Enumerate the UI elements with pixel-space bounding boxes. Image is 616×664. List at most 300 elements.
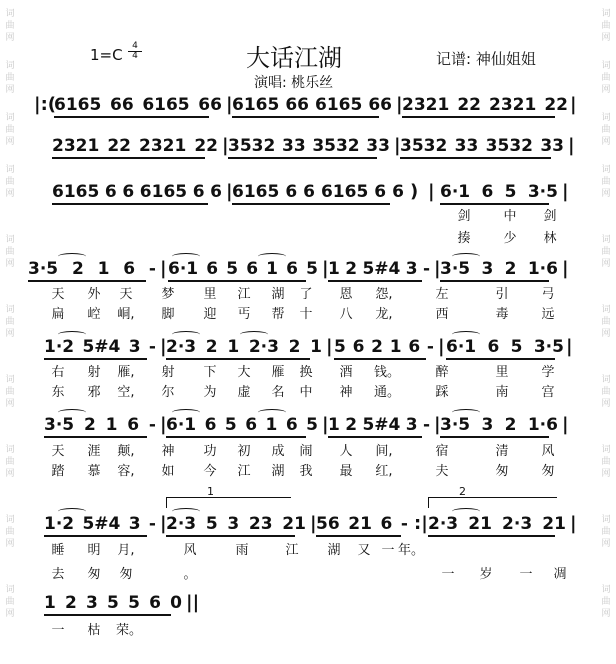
lyric-line-v1a [0, 286, 616, 304]
notation-row-line7 [0, 514, 616, 534]
barline: | [322, 258, 329, 279]
note-group: 5#4 [362, 259, 401, 279]
note-group: 2·3 [166, 337, 197, 357]
lyric-char: 又 [357, 543, 371, 558]
note-group: 3 [405, 415, 418, 435]
measure [428, 514, 566, 534]
note-group: 5#4 [362, 415, 401, 435]
note-group: 1·2 [44, 514, 75, 534]
lyric-char: 去 [51, 567, 65, 582]
barline: | [310, 513, 317, 534]
page-title: 大话江湖 [246, 44, 342, 72]
note-group: 6·1 [166, 415, 197, 435]
transcriber-credit: 记谱: 神仙姐姐 [436, 50, 536, 68]
lyric-char: 江 [237, 464, 251, 479]
watermark-text: 词 曲 网 [5, 165, 15, 199]
note-group: 5#4 [82, 337, 121, 357]
note-group: 66 [198, 95, 222, 115]
measure [54, 95, 222, 115]
lyric-char: 脚 [161, 307, 175, 322]
note-group: 6 [204, 415, 217, 435]
note-group: 2 [65, 593, 77, 613]
note-group: 1 [44, 593, 56, 613]
key-text: 1=C [90, 46, 123, 64]
barline: | [570, 94, 577, 115]
note-group: 6·1 [168, 259, 199, 279]
note-group: 5 [128, 593, 140, 613]
slur-mark [258, 409, 286, 416]
measure [446, 337, 564, 357]
lyric-char: 大 [237, 365, 251, 380]
watermark-text: 词 曲 网 [601, 585, 611, 619]
lyric-char: 了 [299, 287, 313, 302]
lyric-char: 龙, [375, 307, 393, 322]
slur-mark [58, 253, 86, 260]
note-group: 3 [481, 415, 494, 435]
note-group: 2·3 [428, 514, 459, 534]
note-group: 3·5 [44, 415, 75, 435]
beam-line [316, 535, 401, 537]
note-group: 1 [328, 415, 340, 435]
note-group: 3·5 [440, 415, 471, 435]
lyric-char: 邪 [87, 385, 101, 400]
watermark-text: 词 曲 网 [5, 515, 15, 549]
note-group: 22 [107, 136, 131, 156]
barline: | [326, 336, 333, 357]
lyric-char: 容, [117, 464, 135, 479]
slur-mark [58, 331, 86, 338]
lyric-char: 夫 [435, 464, 449, 479]
lyric-line-v2b [0, 384, 616, 402]
watermark-text: 词 曲 网 [601, 165, 611, 199]
note-group: 2 [205, 337, 218, 357]
note-group: 5 [504, 182, 517, 202]
lyric-char: 一 [519, 567, 533, 582]
lyric-char: 踏 [51, 464, 65, 479]
measure [328, 415, 430, 435]
lyric-char: 红, [375, 464, 393, 479]
beam-line [232, 203, 390, 205]
note-group: 33 [281, 136, 306, 156]
note-group: 1 [97, 259, 110, 279]
notation-row-line1 [0, 95, 616, 115]
lyric-char: 一 [441, 567, 455, 582]
note-group: 6 [285, 182, 298, 202]
watermark-text: 词 曲 网 [5, 445, 15, 479]
note-group: 66 [368, 95, 392, 115]
lyric-char: 涯 [87, 444, 101, 459]
beam-line [52, 203, 208, 205]
note-group: 33 [540, 136, 564, 156]
note-group: 2321 [139, 136, 187, 156]
slur-mark [172, 253, 200, 260]
lyric-char: 酒 [339, 365, 353, 380]
lyric-char: 匆 [119, 567, 133, 582]
beam-line [44, 535, 147, 537]
note-group: 3·5 [533, 337, 564, 357]
note-group: 2 [71, 259, 84, 279]
lyric-char: 射 [87, 365, 101, 380]
note-group: 6165 [52, 182, 100, 202]
note-group: 5#4 [82, 514, 121, 534]
barline: | [568, 135, 575, 156]
lyric-char: 明 [87, 543, 101, 558]
lyric-char: 里 [495, 365, 509, 380]
lyric-char: 湖 [327, 543, 341, 558]
watermark-text: 词 曲 网 [601, 61, 611, 95]
lyric-char: 睡 [51, 543, 65, 558]
lyric-line-v2a [0, 364, 616, 382]
note-group: 6165 [320, 182, 369, 202]
note-group: 6 [408, 337, 421, 357]
note-group: 6 [352, 337, 365, 357]
note-group: 2 [504, 415, 517, 435]
barline: | [226, 181, 233, 202]
note-group: - [148, 337, 156, 357]
watermark-text: 词 曲 网 [5, 9, 15, 43]
note-group: 3 [405, 259, 418, 279]
beam-line [44, 436, 147, 438]
lyric-line-v4b [0, 566, 616, 584]
lyric-char: 枯 [87, 623, 101, 638]
note-group: 1 [265, 415, 278, 435]
lyric-char: 钱。 [374, 365, 401, 380]
watermark-text: 词 曲 网 [5, 61, 15, 95]
lyric-char: 天 [51, 444, 65, 459]
lyric-char: 中 [503, 209, 517, 224]
lyric-char: 成 [271, 444, 285, 459]
note-group: 23 [248, 514, 273, 534]
note-group: 5 [306, 415, 318, 435]
lyric-char: 西 [435, 307, 449, 322]
lyric-char: 神 [339, 385, 353, 400]
note-group: 3 [227, 514, 240, 534]
volta-1-bracket: 1 [166, 497, 291, 508]
note-group: 6 [246, 259, 259, 279]
lyric-char: 宫 [541, 385, 555, 400]
slur-mark [172, 508, 200, 515]
watermark-text: 词 曲 网 [5, 113, 15, 147]
barline: |:( [34, 94, 56, 115]
slur-mark [58, 409, 86, 416]
time-sig-bottom: 4 [132, 51, 138, 61]
singer-credit: 演唱: 桃乐丝 [254, 75, 334, 91]
note-group: 21 [542, 514, 566, 534]
note-group: 3·5 [527, 182, 558, 202]
beam-line [168, 280, 306, 282]
lyric-char: 弓 [541, 287, 555, 302]
lyric-char: 迎 [203, 307, 217, 322]
lyric-line-v3a [0, 443, 616, 461]
barline: | [562, 414, 569, 435]
notation-row-line5 [0, 337, 616, 357]
note-group: 3532 [485, 136, 533, 156]
lyric-char: 一 [381, 543, 395, 558]
measure [440, 415, 558, 435]
note-group: 6 [245, 415, 258, 435]
note-group: 1 [389, 337, 402, 357]
note-group: 6 [192, 182, 205, 202]
barline: | [394, 135, 401, 156]
lyric-char: 月, [117, 543, 135, 558]
note-group: 6 [374, 182, 387, 202]
lyric-char: 左 [435, 287, 449, 302]
lyric-char: 颠, [117, 444, 135, 459]
lyric-char: 尔 [161, 385, 175, 400]
lyric-char: 换 [299, 365, 313, 380]
slur-mark [452, 409, 480, 416]
lyric-char: 崆 [87, 307, 101, 322]
note-group: - [422, 259, 430, 279]
note-group: 2321 [402, 95, 450, 115]
note-group: 1 [227, 337, 240, 357]
measure [440, 259, 558, 279]
key-signature [90, 46, 123, 64]
note-group: 1·2 [44, 337, 75, 357]
measure [228, 136, 390, 156]
beam-line [446, 358, 555, 360]
note-group: 5 [226, 259, 239, 279]
lyric-char: 名 [271, 385, 285, 400]
measure [44, 593, 182, 613]
note-group: 6 [380, 514, 393, 534]
measure [402, 95, 568, 115]
lyric-line-v4a [0, 542, 616, 560]
beam-line [402, 116, 555, 118]
note-group: 6·1 [440, 182, 471, 202]
note-group: 2321 [489, 95, 537, 115]
barline: | [570, 513, 577, 534]
lyric-char: 。 [183, 567, 197, 582]
notation-row-line6 [0, 415, 616, 435]
measure [232, 182, 404, 202]
lyric-char: 踩 [435, 385, 449, 400]
note-group: 22 [544, 95, 568, 115]
time-sig-top: 4 [132, 41, 138, 51]
lyric-char: 凋 [553, 567, 567, 582]
lyric-char: 下 [203, 365, 217, 380]
note-group: 3 [86, 593, 98, 613]
lyric-char: 人 [339, 444, 353, 459]
lyric-char: 射 [161, 365, 175, 380]
beam-line [228, 157, 377, 159]
lyric-char: 远 [541, 307, 555, 322]
note-group: 3 [128, 514, 141, 534]
note-group: 33 [454, 136, 479, 156]
lyric-char: 一 [51, 623, 65, 638]
measure [334, 337, 434, 357]
lyric-char: 天 [51, 287, 65, 302]
lyric-char: 剑 [457, 209, 471, 224]
note-group: 3·5 [28, 259, 59, 279]
measure [166, 514, 306, 534]
barline: ) [410, 181, 419, 202]
slur-mark [172, 409, 200, 416]
lyric-char: 宿 [435, 444, 449, 459]
lyric-char: 东 [51, 385, 65, 400]
lyric-char: 帮 [271, 307, 285, 322]
barline: | [438, 336, 445, 357]
note-group: 2·3 [248, 337, 279, 357]
note-group: - [400, 514, 408, 534]
note-group: 5 [224, 415, 237, 435]
beam-line [166, 535, 295, 537]
watermark-text: 词 曲 网 [601, 113, 611, 147]
slur-mark [258, 253, 286, 260]
note-group: 3·5 [440, 259, 471, 279]
watermark-text: 词 曲 网 [601, 375, 611, 409]
note-group: 6 [303, 182, 315, 202]
beam-line [440, 280, 549, 282]
lyric-char: 雁, [117, 365, 135, 380]
lyric-char: 南 [495, 385, 509, 400]
measure [44, 415, 156, 435]
lyric-char: 梦 [161, 287, 175, 302]
lyric-char: 清 [495, 444, 509, 459]
barline: | [222, 135, 229, 156]
lyric-char: 今 [203, 464, 217, 479]
watermark-text: 词 曲 网 [5, 585, 15, 619]
barline: | [562, 258, 569, 279]
lyric-char: 湖 [271, 287, 285, 302]
lyric-char: 天 [119, 287, 133, 302]
lyric-char: 丐 [237, 307, 251, 322]
lyric-char: 雁 [271, 365, 285, 380]
measure [328, 259, 430, 279]
beam-line [44, 614, 171, 616]
measure [52, 136, 218, 156]
lyric-char: 揍 [457, 231, 471, 246]
note-group: 1 [310, 337, 322, 357]
lyric-char: 空, [117, 385, 135, 400]
beam-line [44, 358, 147, 360]
note-group: 6 [487, 337, 500, 357]
note-group: 1·6 [527, 415, 558, 435]
note-group: 66 [285, 95, 309, 115]
note-group: 3 [128, 337, 141, 357]
barline: | [434, 414, 441, 435]
lyric-char: 醉 [435, 365, 449, 380]
lyric-char: 荣。 [116, 623, 143, 638]
lyric-char: 里 [203, 287, 217, 302]
note-group: 56 [316, 514, 340, 534]
measure [44, 514, 156, 534]
beam-line [328, 280, 422, 282]
note-group: 6 [149, 593, 161, 613]
beam-line [166, 358, 310, 360]
note-group: 6 [481, 182, 494, 202]
lyric-line-v3b [0, 463, 616, 481]
slur-mark [452, 253, 480, 260]
note-group: - [148, 415, 156, 435]
lyric-char: 功 [203, 444, 217, 459]
lyric-char: 扁 [51, 307, 65, 322]
beam-line [428, 535, 555, 537]
beam-line [28, 280, 146, 282]
watermark-text: 词 曲 网 [5, 375, 15, 409]
lyric-char: 毒 [495, 307, 509, 322]
lyric-char: 学 [541, 365, 555, 380]
note-group: 6 [127, 415, 140, 435]
measure [52, 182, 222, 202]
lyric-char: 风 [541, 444, 555, 459]
note-group: 21 [282, 514, 306, 534]
beam-line [440, 203, 549, 205]
notation-row-line8 [0, 593, 616, 613]
lyric-char: 风 [183, 543, 197, 558]
note-group: 2 [345, 415, 358, 435]
note-group: 6·1 [446, 337, 477, 357]
lyric-char: 湖 [271, 464, 285, 479]
lyric-char: 匆 [495, 464, 509, 479]
lyric-char: 峒, [117, 307, 135, 322]
slur-mark [452, 331, 480, 338]
beam-line [54, 116, 209, 118]
slur-mark [58, 508, 86, 515]
note-group: 22 [194, 136, 218, 156]
measure [400, 136, 564, 156]
note-group: 0 [170, 593, 182, 613]
measure [166, 337, 322, 357]
barline: | [160, 513, 167, 534]
watermark-text: 词 曲 网 [601, 235, 611, 269]
note-group: - [426, 337, 434, 357]
note-group: - [422, 415, 430, 435]
lyric-char: 神 [161, 444, 175, 459]
measure [168, 259, 318, 279]
note-group: 6165 [232, 182, 280, 202]
watermark-text: 词 曲 网 [5, 305, 15, 339]
lyric-char: 初 [237, 444, 251, 459]
notation-row-line4 [0, 259, 616, 279]
slur-mark [240, 331, 268, 338]
note-group: 6165 [54, 95, 102, 115]
watermark-text: 词 曲 网 [601, 515, 611, 549]
lyric-char: 最 [339, 464, 353, 479]
note-group: 22 [457, 95, 481, 115]
lyric-line-intro_b [0, 230, 616, 248]
note-group: 6165 [232, 95, 280, 115]
beam-line [166, 436, 306, 438]
lyric-char: 岁 [479, 567, 493, 582]
watermark-text: 词 曲 网 [601, 305, 611, 339]
note-group: 3532 [400, 136, 448, 156]
volta-2-bracket: 2 [428, 497, 557, 508]
note-group: 6 [210, 182, 222, 202]
lyric-char: 江 [285, 543, 299, 558]
note-group: 6165 [315, 95, 363, 115]
note-group: 2 [288, 337, 301, 357]
lyric-char: 引 [495, 287, 509, 302]
lyric-line-v5 [0, 622, 616, 640]
note-group: 2 [83, 415, 96, 435]
time-signature [128, 42, 142, 61]
lyric-char: 为 [203, 385, 217, 400]
watermark-text: 词 曲 网 [5, 235, 15, 269]
lyric-line-v1b [0, 306, 616, 324]
lyric-char: 间, [375, 444, 393, 459]
measure [44, 337, 156, 357]
measure [232, 95, 392, 115]
note-group: 6165 [139, 182, 188, 202]
note-group: - [148, 514, 156, 534]
note-group: 21 [348, 514, 372, 534]
note-group: 1 [328, 259, 340, 279]
measure [166, 415, 318, 435]
lyric-char: 通。 [374, 385, 401, 400]
barline: || [186, 592, 200, 613]
note-group: 3532 [228, 136, 276, 156]
